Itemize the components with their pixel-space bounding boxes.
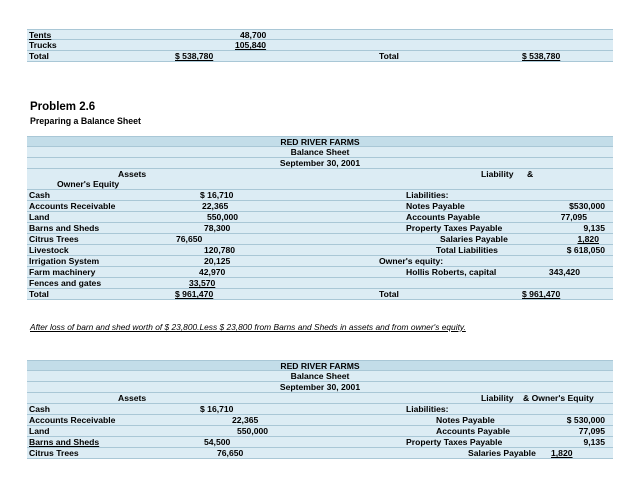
row-label: Trucks: [29, 40, 57, 50]
table-row: [27, 437, 613, 448]
table-row: [27, 256, 613, 267]
liability-label: Total Liabilities: [436, 245, 498, 255]
right-total-label: Total: [379, 51, 399, 61]
table-row: [27, 245, 613, 256]
asset-amount: 54,500: [204, 437, 231, 447]
adjustment-note: After loss of barn and shed worth of $ 23,800.Less $ 23,800 from Barns and Sheds in assets and from owner's equity.: [30, 322, 466, 332]
asset-amount: $ 16,710: [200, 404, 234, 414]
table-row: [27, 201, 613, 212]
sheet-date-row: [27, 382, 613, 393]
top-table: [27, 29, 613, 62]
liability-label: Notes Payable: [436, 415, 495, 425]
row-label: Tents: [29, 30, 52, 40]
table-row: [27, 404, 613, 415]
asset-amount: 76,650: [176, 234, 203, 244]
liability-label: Owner's equity:: [379, 256, 444, 266]
sheet-date: September 30, 2001: [279, 158, 361, 168]
sheet-header-row: [27, 169, 613, 190]
asset-label: Barns and Sheds: [29, 223, 100, 233]
sheet-title-row: [27, 371, 613, 382]
table-row: [27, 278, 613, 289]
liability-label: Liabilities:: [406, 404, 449, 414]
asset-label: Citrus Trees: [29, 448, 79, 458]
asset-amount: 120,780: [204, 245, 236, 255]
table-row: [27, 29, 613, 40]
liability-amount: 77,095: [560, 212, 587, 222]
asset-label: Accounts Receivable: [29, 201, 116, 211]
asset-amount: 42,970: [199, 267, 226, 277]
company-name: RED RIVER FARMS: [280, 137, 360, 147]
total-label: Total: [29, 289, 49, 299]
sheet-title-row: [27, 147, 613, 158]
liability-label: Accounts Payable: [436, 426, 511, 436]
asset-label: Livestock: [29, 245, 69, 255]
liability-amount: 9,135: [583, 223, 605, 233]
problem-subtitle: Preparing a Balance Sheet: [30, 116, 141, 126]
table-row: [27, 223, 613, 234]
table-row: [27, 415, 613, 426]
sheet-date: September 30, 2001: [279, 382, 361, 392]
liability-amount: $ 618,050: [566, 245, 605, 255]
asset-amount: 22,365: [232, 415, 259, 425]
liability-amount: $530,000: [569, 201, 605, 211]
asset-amount: 78,300: [204, 223, 231, 233]
liability-header: Liability: [481, 169, 514, 179]
asset-label: Farm machinery: [29, 267, 96, 277]
row-label: Total: [29, 51, 49, 61]
liability-label: Hollis Roberts, capital: [406, 267, 497, 277]
liability-amount: 9,135: [583, 437, 605, 447]
left-total: $ 538,780: [175, 51, 214, 61]
liability-label: Notes Payable: [406, 201, 465, 211]
ampersand: &: [527, 169, 534, 179]
table-row: [27, 212, 613, 223]
row-amount: 48,700: [240, 30, 267, 40]
asset-label: Barns and Sheds: [29, 437, 100, 447]
liability-header: Liability: [481, 393, 514, 403]
asset-label: Fences and gates: [29, 278, 102, 288]
table-row: [27, 267, 613, 278]
owners-equity-header: Owner's Equity: [57, 179, 120, 189]
balance-sheet-1: [27, 136, 613, 300]
asset-label: Accounts Receivable: [29, 415, 116, 425]
liability-label: Salaries Payable: [440, 234, 508, 244]
asset-label: Cash: [29, 404, 51, 414]
right-total: $ 538,780: [522, 51, 561, 61]
asset-amount: 76,650: [217, 448, 244, 458]
asset-amount: 33,570: [189, 278, 216, 288]
sheet-company-row: [27, 136, 613, 147]
sheet-company-row: [27, 360, 613, 371]
asset-label: Irrigation System: [29, 256, 100, 266]
liability-label: Salaries Payable: [468, 448, 536, 458]
liability-amount: 1,820: [551, 448, 573, 458]
owners-equity-header: & Owner's Equity: [523, 393, 594, 403]
total-right: $ 961,470: [522, 289, 561, 299]
balance-sheet-2: [27, 360, 613, 459]
company-name: RED RIVER FARMS: [280, 361, 360, 371]
liability-amount: 343,420: [548, 267, 580, 277]
total-assets: $ 961,470: [175, 289, 214, 299]
liability-amount: 1,820: [577, 234, 599, 244]
asset-label: Land: [29, 212, 50, 222]
sheet-date-row: [27, 158, 613, 169]
table-row: [27, 234, 613, 245]
liability-amount: $ 530,000: [566, 415, 605, 425]
sheet-title: Balance Sheet: [290, 147, 350, 157]
row-amount: 105,840: [235, 40, 267, 50]
total-right-label: Total: [379, 289, 399, 299]
table-row: [27, 448, 613, 459]
asset-amount: 20,125: [204, 256, 231, 266]
assets-header: Assets: [118, 169, 147, 179]
asset-amount: 22,365: [202, 201, 229, 211]
sheet-header-row: [27, 393, 613, 404]
asset-label: Land: [29, 426, 50, 436]
asset-label: Cash: [29, 190, 51, 200]
liability-label: Property Taxes Payable: [406, 223, 503, 233]
table-row: [27, 51, 613, 62]
liability-label: Accounts Payable: [406, 212, 481, 222]
liability-amount: 77,095: [578, 426, 605, 436]
sheet-title: Balance Sheet: [290, 371, 350, 381]
liability-label: Liabilities:: [406, 190, 449, 200]
table-row: [27, 426, 613, 437]
asset-amount: 550,000: [207, 212, 239, 222]
table-row: [27, 190, 613, 201]
asset-amount: 550,000: [237, 426, 269, 436]
assets-header: Assets: [118, 393, 147, 403]
table-row: [27, 40, 613, 51]
liability-label: Property Taxes Payable: [406, 437, 503, 447]
table-row: [27, 289, 613, 300]
asset-amount: $ 16,710: [200, 190, 234, 200]
asset-label: Citrus Trees: [29, 234, 79, 244]
problem-title: Problem 2.6: [30, 101, 96, 113]
